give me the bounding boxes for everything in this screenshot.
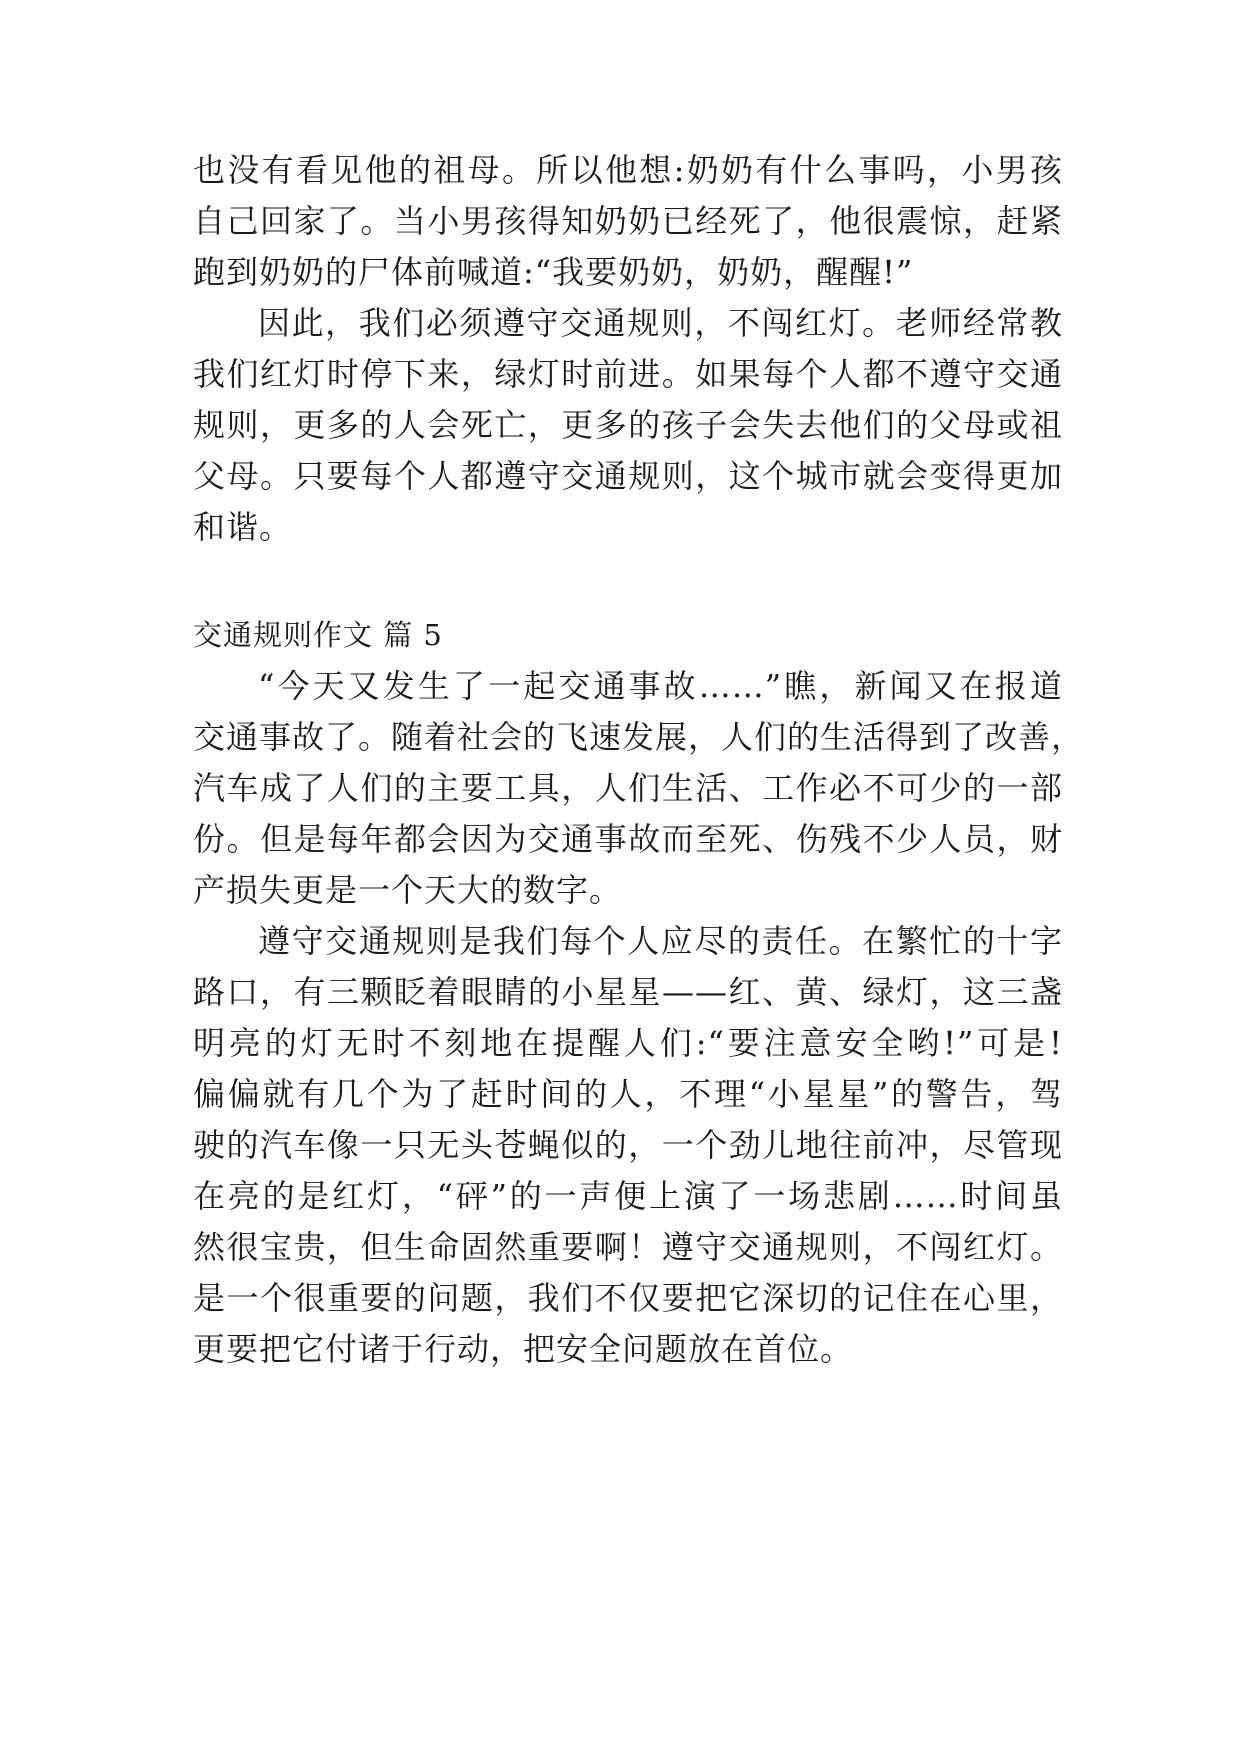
text-line: 明亮的灯无时不刻地在提醒人们:“要注意安全哟!”可是! <box>193 1024 1063 1062</box>
text-line: 也没有看见他的祖母。所以他想:奶奶有什么事吗，小男孩 <box>193 151 1063 189</box>
text-line: 产损失更是一个天大的数字。 <box>193 871 623 909</box>
text-line: 因此，我们必须遵守交通规则，不闯红灯。老师经常教 <box>258 304 1063 342</box>
text-line: 遵守交通规则是我们每个人应尽的责任。在繁忙的十字 <box>258 922 1063 960</box>
text-line: 跑到奶奶的尸体前喊道:“我要奶奶，奶奶，醒醒!” <box>193 253 914 291</box>
text-line: 更要把它付诸于行动，把安全问题放在首位。 <box>193 1330 854 1368</box>
text-line: 偏偏就有几个为了赶时间的人，不理“小星星”的警告，驾 <box>193 1075 1063 1113</box>
text-line: 份。但是每年都会因为交通事故而至死、伤残不少人员，财 <box>193 820 1063 858</box>
text-line: 然很宝贵，但生命固然重要啊！遵守交通规则，不闯红灯。 <box>193 1228 1063 1266</box>
text-line: 和谐。 <box>193 508 293 546</box>
text-line: 是一个很重要的问题，我们不仅要把它深切的记住在心里， <box>193 1279 1063 1317</box>
text-line: 路口，有三颗眨着眼睛的小星星——红、黄、绿灯，这三盏 <box>193 973 1063 1011</box>
text-line: 在亮的是红灯，“砰”的一声便上演了一场悲剧……时间虽 <box>193 1177 1063 1215</box>
text-line: “今天又发生了一起交通事故……”瞧，新闻又在报道 <box>258 667 1063 705</box>
text-line: 自己回家了。当小男孩得知奶奶已经死了，他很震惊，赶紧 <box>193 202 1063 240</box>
text-line: 父母。只要每个人都遵守交通规则，这个城市就会变得更加 <box>193 457 1063 495</box>
text-line: 驶的汽车像一只无头苍蝇似的，一个劲儿地往前冲，尽管现 <box>193 1126 1063 1164</box>
text-line: 交通事故了。随着社会的飞速发展，人们的生活得到了改善， <box>193 718 1085 756</box>
text-line: 汽车成了人们的主要工具，人们生活、工作必不可少的一部 <box>193 769 1063 807</box>
text-line: 我们红灯时停下来，绿灯时前进。如果每个人都不遵守交通 <box>193 355 1063 393</box>
text-line: 规则，更多的人会死亡，更多的孩子会失去他们的父母或祖 <box>193 406 1063 444</box>
section-heading: 交通规则作文 篇 5 <box>193 618 443 652</box>
